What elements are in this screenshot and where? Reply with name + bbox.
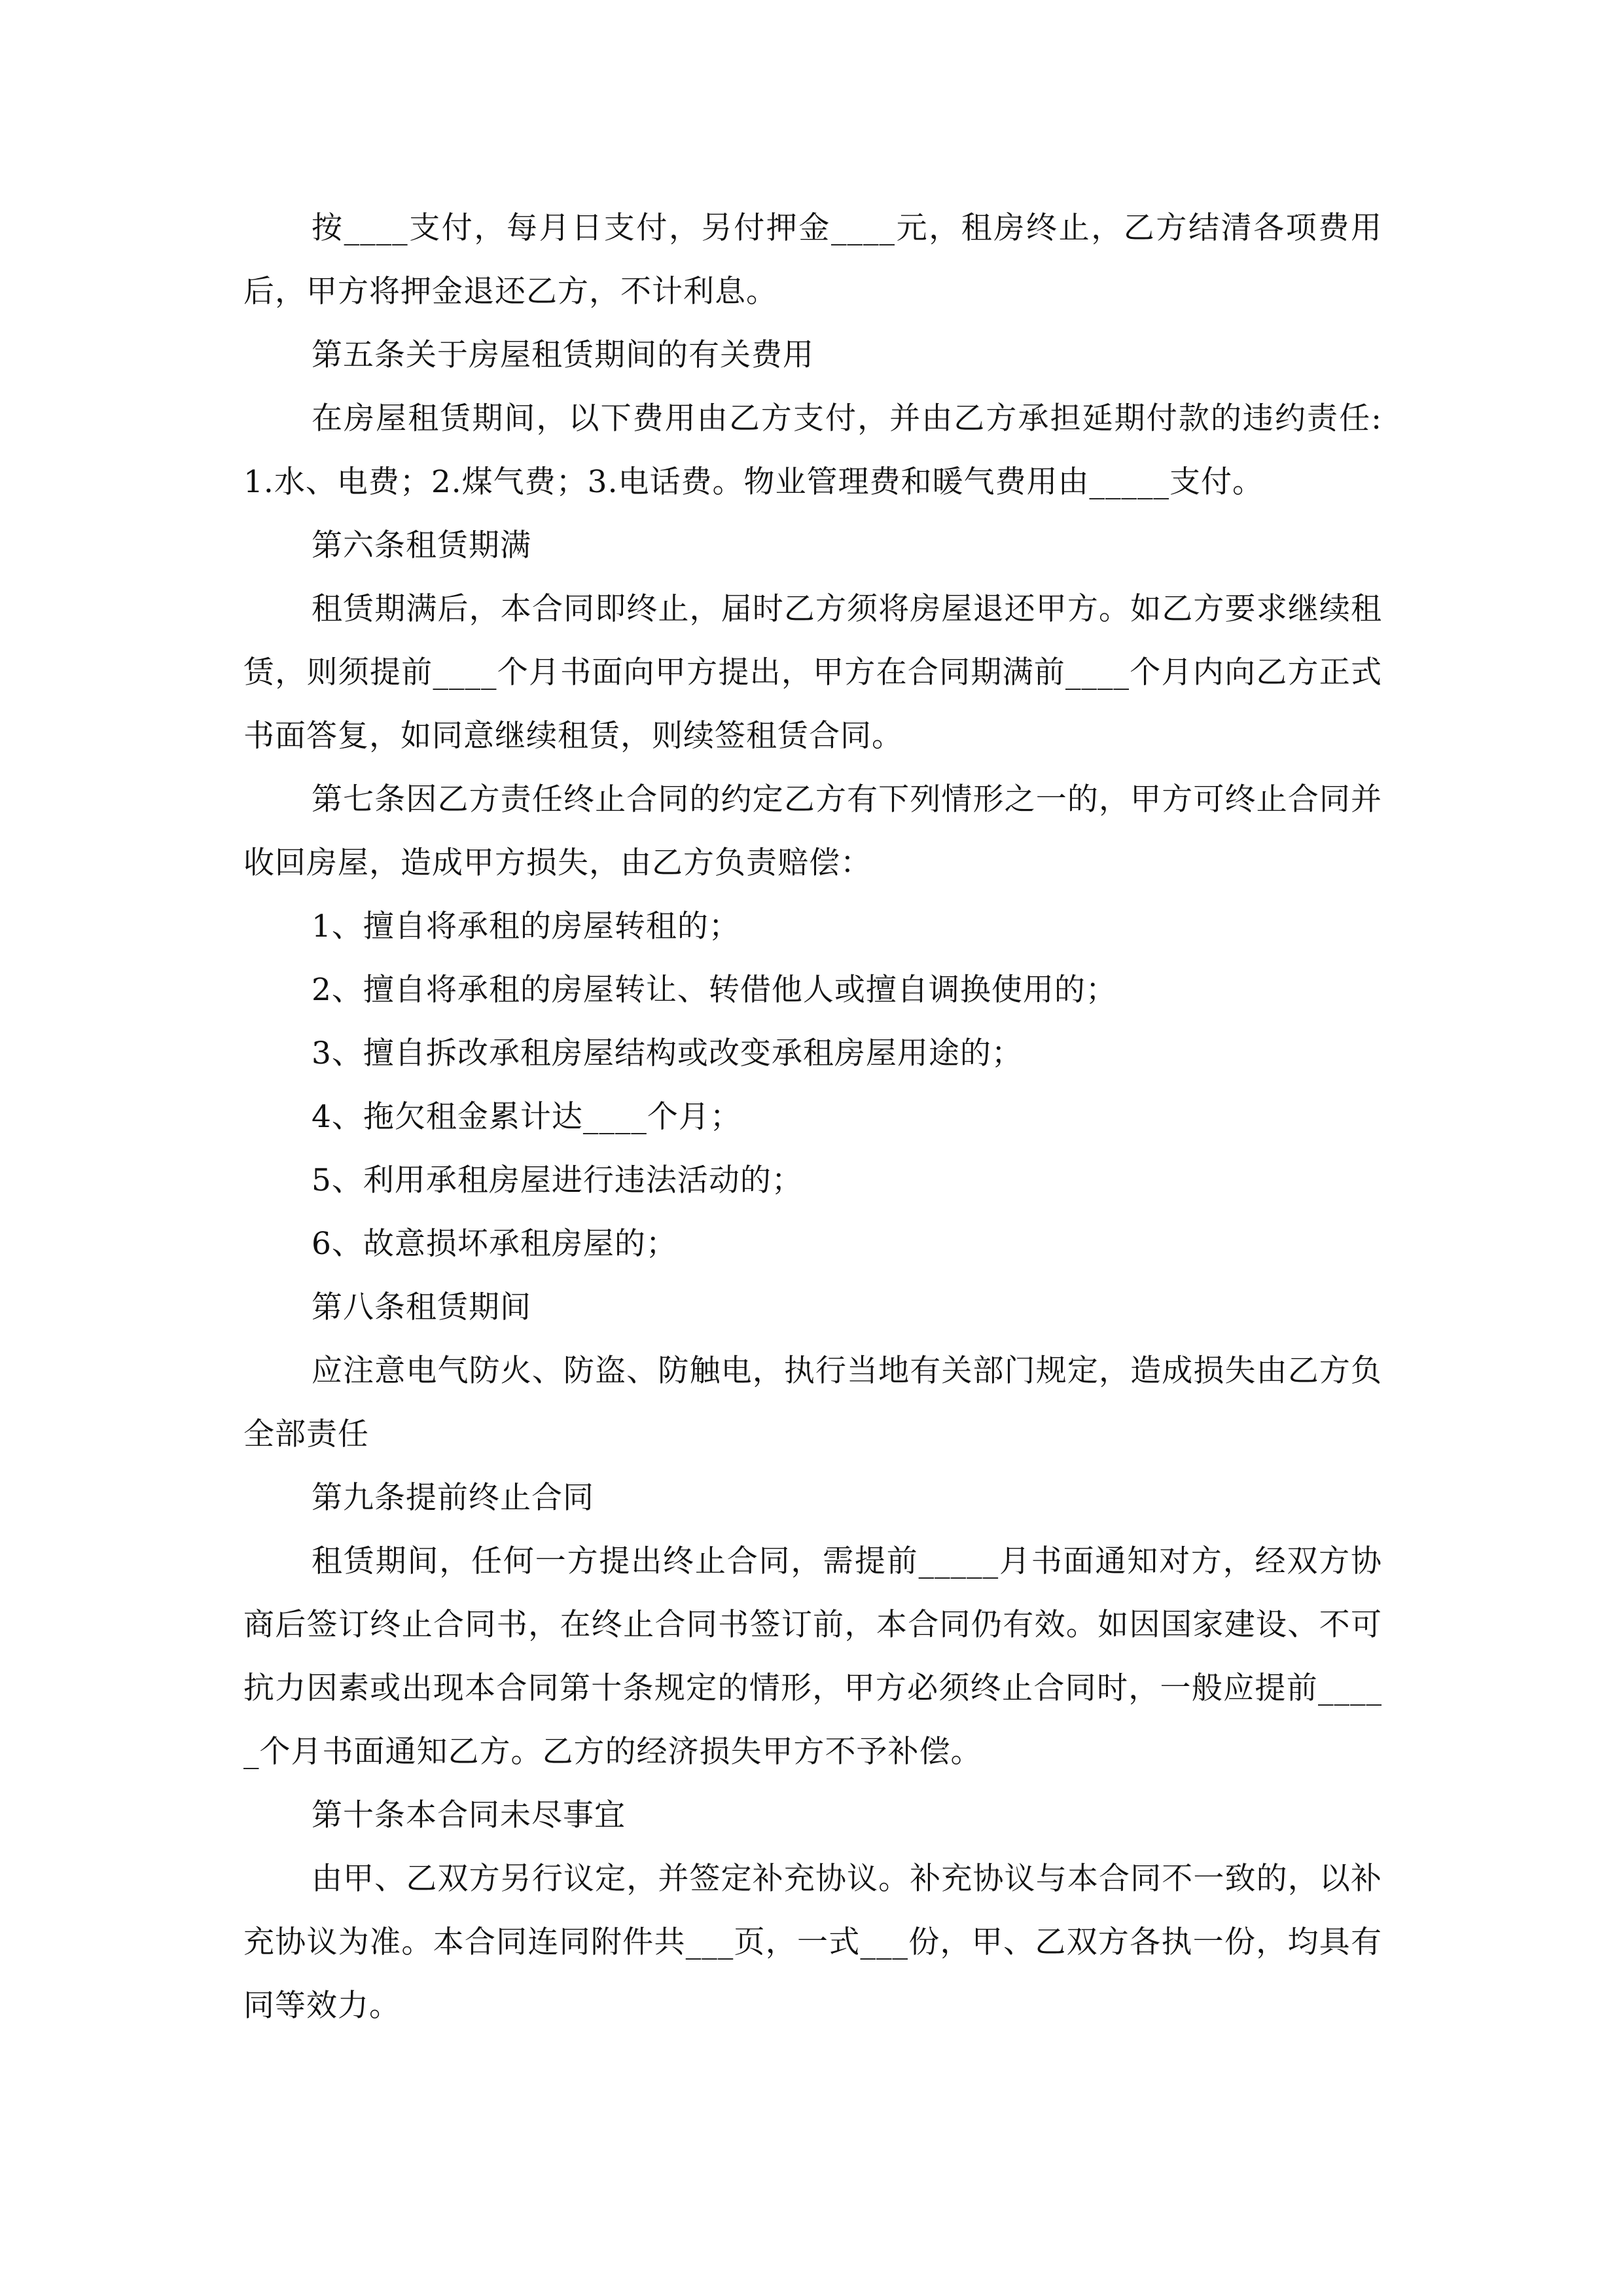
paragraph-article-7-intro: 第七条因乙方责任终止合同的约定乙方有下列情形之一的，甲方可终止合同并收回房屋，造成甲方损失，由乙方负责赔偿：: [243, 781, 1382, 881]
heading-article-10: 第十条本合同未尽事宜: [312, 1797, 626, 1833]
list-item-5: 5、利用承租房屋进行违法活动的；: [312, 1162, 803, 1198]
list-item-3: 3、擅自拆改承租房屋结构或改变承租房屋用途的；: [312, 1035, 1023, 1071]
heading-article-8: 第八条租赁期间: [312, 1289, 531, 1325]
paragraph-rental-fees: 在房屋租赁期间，以下费用由乙方支付，并由乙方承担延期付款的违约责任:1.水、电费；2.煤气费；3.电话费。物业管理费和暖气费用由_____支付。: [243, 401, 1382, 500]
list-item-6: 6、故意损坏承租房屋的；: [312, 1226, 677, 1262]
heading-article-6: 第六条租赁期满: [312, 528, 531, 564]
list-item-2: 2、擅自将承租的房屋转让、转借他人或擅自调换使用的；: [312, 972, 1117, 1008]
document-page: [243, 196, 1382, 2037]
paragraph-safety: 应注意电气防火、防盗、防触电，执行当地有关部门规定，造成损失由乙方负全部责任: [243, 1353, 1382, 1452]
paragraph-payment-deposit: 按____支付，每月日支付，另付押金____元，租房终止，乙方结清各项费用后，甲方将押金退还乙方，不计利息。: [243, 210, 1382, 310]
list-item-4: 4、拖欠租金累计达____个月；: [312, 1099, 741, 1135]
list-item-1: 1、擅自将承租的房屋转租的；: [312, 908, 740, 944]
paragraph-early-termination: 租赁期间，任何一方提出终止合同，需提前_____月书面通知对方，经双方协商后签订终止合同书，在终止合同书签订前，本合同仍有效。如因国家建设、不可抗力因素或出现本合同第十条规定的情形，甲方必须终止合同时，一般应提前_____个月书面通知乙方。乙方的经济损失甲方不予补偿。: [243, 1543, 1382, 1770]
heading-article-5: 第五条关于房屋租赁期间的有关费用: [312, 337, 814, 373]
paragraph-lease-expiry: 租赁期满后，本合同即终止，届时乙方须将房屋退还甲方。如乙方要求继续租赁，则须提前____个月书面向甲方提出，甲方在合同期满前____个月内向乙方正式书面答复，如同意继续租赁，则续签租赁合同。: [243, 591, 1382, 754]
heading-article-9: 第九条提前终止合同: [312, 1480, 594, 1516]
paragraph-supplementary: 由甲、乙双方另行议定，并签定补充协议。补充协议与本合同不一致的，以补充协议为准。本合同连同附件共___页，一式___份，甲、乙双方各执一份，均具有同等效力。: [243, 1861, 1382, 2024]
